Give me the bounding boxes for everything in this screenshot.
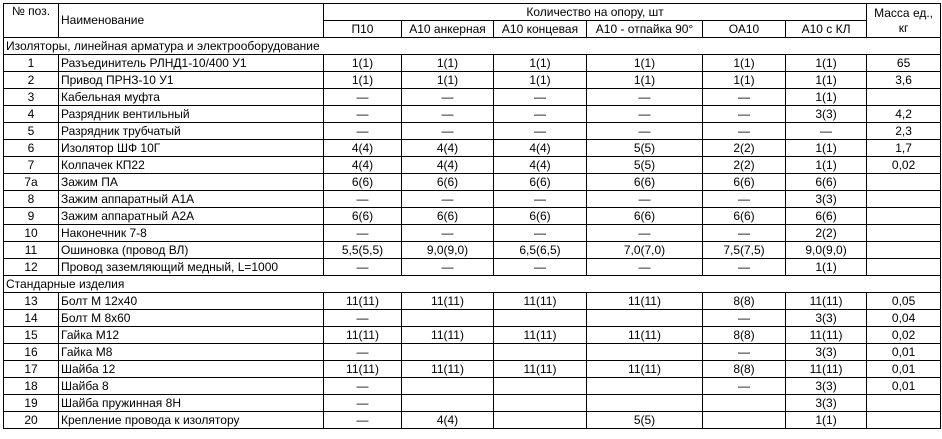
cell-qty: — bbox=[402, 259, 494, 276]
cell-qty: 5,5(5,5) bbox=[324, 242, 402, 259]
cell-name: Ошиновка (провод ВЛ) bbox=[59, 242, 324, 259]
table-row bbox=[4, 157, 941, 174]
cell-qty: 11(11) bbox=[494, 361, 587, 378]
table-row bbox=[4, 89, 941, 106]
cell-qty: 6(6) bbox=[402, 174, 494, 191]
cell-qty: 6(6) bbox=[324, 174, 402, 191]
section-row bbox=[4, 38, 941, 55]
cell-pos: 18 bbox=[4, 378, 59, 395]
header-col-a10-end: А10 концевая bbox=[494, 21, 587, 38]
cell-qty: 4(4) bbox=[402, 140, 494, 157]
table-body bbox=[4, 38, 941, 429]
cell-qty: 11(11) bbox=[324, 293, 402, 310]
cell-mass bbox=[867, 412, 941, 429]
cell-qty: 1(1) bbox=[703, 55, 786, 72]
table-row bbox=[4, 225, 941, 242]
cell-mass: 0,01 bbox=[867, 361, 941, 378]
cell-qty: — bbox=[494, 106, 587, 123]
cell-mass bbox=[867, 395, 941, 412]
cell-qty: 4(4) bbox=[402, 157, 494, 174]
cell-name: Зажим ПА bbox=[59, 174, 324, 191]
cell-qty: 4(4) bbox=[402, 412, 494, 429]
table-row bbox=[4, 174, 941, 191]
section-row bbox=[4, 276, 941, 293]
cell-pos: 1 bbox=[4, 55, 59, 72]
cell-qty: — bbox=[324, 123, 402, 140]
cell-qty: 6(6) bbox=[703, 174, 786, 191]
cell-qty: — bbox=[587, 106, 703, 123]
cell-qty: — bbox=[324, 412, 402, 429]
table-row bbox=[4, 310, 941, 327]
cell-pos: 15 bbox=[4, 327, 59, 344]
cell-qty bbox=[494, 344, 587, 361]
cell-qty: 6(6) bbox=[494, 174, 587, 191]
table-row bbox=[4, 140, 941, 157]
cell-qty: 3(3) bbox=[786, 395, 867, 412]
cell-qty: 11(11) bbox=[587, 327, 703, 344]
cell-qty bbox=[402, 344, 494, 361]
table-row bbox=[4, 208, 941, 225]
header-col-oa10: ОА10 bbox=[703, 21, 786, 38]
cell-qty: — bbox=[494, 259, 587, 276]
cell-qty: 8(8) bbox=[703, 327, 786, 344]
cell-qty bbox=[703, 395, 786, 412]
cell-qty: 11(11) bbox=[587, 293, 703, 310]
section-title: Стандарные изделия bbox=[4, 276, 941, 293]
cell-qty bbox=[494, 378, 587, 395]
cell-qty: 1(1) bbox=[786, 412, 867, 429]
cell-qty: — bbox=[703, 344, 786, 361]
cell-qty: 3(3) bbox=[786, 191, 867, 208]
cell-qty: 11(11) bbox=[587, 361, 703, 378]
cell-qty: 1(1) bbox=[324, 72, 402, 89]
cell-qty: 1(1) bbox=[786, 55, 867, 72]
header-mass bbox=[867, 4, 941, 38]
header-col-p10: П10 bbox=[324, 21, 402, 38]
cell-mass: 0,02 bbox=[867, 327, 941, 344]
cell-qty: 11(11) bbox=[786, 361, 867, 378]
cell-qty: — bbox=[402, 225, 494, 242]
cell-name: Шайба пружинная 8Н bbox=[59, 395, 324, 412]
cell-name: Разъединитель РЛНД1-10/400 У1 bbox=[59, 55, 324, 72]
cell-qty bbox=[703, 412, 786, 429]
cell-qty: 6(6) bbox=[786, 208, 867, 225]
cell-qty: — bbox=[703, 259, 786, 276]
table-row bbox=[4, 344, 941, 361]
cell-pos: 13 bbox=[4, 293, 59, 310]
cell-pos: 7 bbox=[4, 157, 59, 174]
cell-name: Зажим аппаратный А2А bbox=[59, 208, 324, 225]
cell-name: Разрядник трубчатый bbox=[59, 123, 324, 140]
cell-qty: 4(4) bbox=[494, 140, 587, 157]
cell-name: Гайка М12 bbox=[59, 327, 324, 344]
header-mass-line1: Масса ед., bbox=[874, 5, 934, 20]
table-row bbox=[4, 242, 941, 259]
cell-qty: 1(1) bbox=[786, 72, 867, 89]
table-row bbox=[4, 191, 941, 208]
cell-mass bbox=[867, 259, 941, 276]
cell-qty: 5(5) bbox=[587, 412, 703, 429]
cell-qty: 4(4) bbox=[324, 140, 402, 157]
cell-qty bbox=[587, 378, 703, 395]
cell-qty: — bbox=[402, 89, 494, 106]
cell-qty: 6(6) bbox=[703, 208, 786, 225]
cell-name: Разрядник вентильный bbox=[59, 106, 324, 123]
cell-qty: — bbox=[402, 123, 494, 140]
cell-qty: 8(8) bbox=[703, 293, 786, 310]
cell-mass: 65 bbox=[867, 55, 941, 72]
cell-qty: 11(11) bbox=[494, 293, 587, 310]
cell-mass: 1,7 bbox=[867, 140, 941, 157]
cell-qty: 1(1) bbox=[402, 72, 494, 89]
cell-qty: 11(11) bbox=[402, 293, 494, 310]
cell-mass: 4,2 bbox=[867, 106, 941, 123]
cell-qty: 4(4) bbox=[494, 157, 587, 174]
cell-mass bbox=[867, 242, 941, 259]
cell-mass bbox=[867, 89, 941, 106]
cell-qty: 1(1) bbox=[587, 72, 703, 89]
cell-qty: 2(2) bbox=[703, 140, 786, 157]
cell-qty: — bbox=[587, 89, 703, 106]
cell-qty: — bbox=[324, 191, 402, 208]
cell-name: Провод заземляющий медный, L=1000 bbox=[59, 259, 324, 276]
cell-qty: 9,0(9,0) bbox=[786, 242, 867, 259]
cell-mass: 3,6 bbox=[867, 72, 941, 89]
cell-mass bbox=[867, 208, 941, 225]
cell-qty: 11(11) bbox=[402, 361, 494, 378]
cell-qty bbox=[587, 344, 703, 361]
cell-qty: 1(1) bbox=[494, 55, 587, 72]
cell-name: Кабельная муфта bbox=[59, 89, 324, 106]
cell-qty: 1(1) bbox=[587, 55, 703, 72]
cell-mass: 0,01 bbox=[867, 378, 941, 395]
cell-qty: 8(8) bbox=[703, 361, 786, 378]
cell-qty: 6(6) bbox=[494, 208, 587, 225]
cell-qty: 3(3) bbox=[786, 378, 867, 395]
cell-pos: 8 bbox=[4, 191, 59, 208]
cell-name: Болт М 8х60 bbox=[59, 310, 324, 327]
cell-qty: 1(1) bbox=[703, 72, 786, 89]
cell-qty: — bbox=[703, 225, 786, 242]
table-row bbox=[4, 327, 941, 344]
cell-qty: 3(3) bbox=[786, 344, 867, 361]
cell-mass bbox=[867, 225, 941, 242]
table-row bbox=[4, 259, 941, 276]
cell-pos: 9 bbox=[4, 208, 59, 225]
cell-qty bbox=[587, 395, 703, 412]
cell-qty: — bbox=[324, 106, 402, 123]
cell-mass: 0,02 bbox=[867, 157, 941, 174]
cell-name: Шайба 12 bbox=[59, 361, 324, 378]
cell-pos: 2 bbox=[4, 72, 59, 89]
header-name: Наименование bbox=[59, 4, 324, 38]
cell-pos: 4 bbox=[4, 106, 59, 123]
cell-pos: 16 bbox=[4, 344, 59, 361]
cell-name: Изолятор ШФ 10Г bbox=[59, 140, 324, 157]
cell-qty: 6(6) bbox=[324, 208, 402, 225]
cell-qty: 6(6) bbox=[402, 208, 494, 225]
header-pos: № поз. bbox=[4, 4, 59, 38]
table-row bbox=[4, 395, 941, 412]
cell-qty: — bbox=[402, 106, 494, 123]
cell-name: Болт М 12х40 bbox=[59, 293, 324, 310]
cell-qty: 11(11) bbox=[324, 327, 402, 344]
cell-qty: 11(11) bbox=[402, 327, 494, 344]
cell-qty bbox=[402, 310, 494, 327]
table-row bbox=[4, 55, 941, 72]
cell-mass bbox=[867, 191, 941, 208]
cell-qty: 6(6) bbox=[587, 208, 703, 225]
cell-qty: — bbox=[494, 225, 587, 242]
cell-qty: — bbox=[494, 191, 587, 208]
header-col-a10-anchor: А10 анкерная bbox=[402, 21, 494, 38]
cell-qty: — bbox=[324, 310, 402, 327]
cell-pos: 11 bbox=[4, 242, 59, 259]
specification-table bbox=[3, 3, 941, 429]
header-col-a10-branch: А10 - отпайка 90° bbox=[587, 21, 703, 38]
table-row bbox=[4, 123, 941, 140]
header-qty-group: Количество на опору, шт bbox=[324, 4, 867, 21]
table-row bbox=[4, 378, 941, 395]
cell-qty: — bbox=[703, 310, 786, 327]
cell-mass: 0,05 bbox=[867, 293, 941, 310]
cell-qty: — bbox=[587, 259, 703, 276]
cell-mass bbox=[867, 174, 941, 191]
cell-qty: — bbox=[703, 378, 786, 395]
cell-qty: 11(11) bbox=[786, 327, 867, 344]
cell-pos: 7а bbox=[4, 174, 59, 191]
header-col-a10-kl: А10 с КЛ bbox=[786, 21, 867, 38]
table-row bbox=[4, 106, 941, 123]
cell-qty: 11(11) bbox=[786, 293, 867, 310]
cell-mass: 0,01 bbox=[867, 344, 941, 361]
cell-qty bbox=[494, 310, 587, 327]
section-title: Изоляторы, линейная арматура и электрооборудование bbox=[4, 38, 941, 55]
cell-qty: 1(1) bbox=[786, 140, 867, 157]
cell-qty: 7,0(7,0) bbox=[587, 242, 703, 259]
cell-pos: 3 bbox=[4, 89, 59, 106]
cell-qty: 9,0(9,0) bbox=[402, 242, 494, 259]
table-row bbox=[4, 361, 941, 378]
cell-name: Гайка М8 bbox=[59, 344, 324, 361]
cell-qty bbox=[494, 395, 587, 412]
cell-qty: 11(11) bbox=[494, 327, 587, 344]
header-mass-line2: кг bbox=[898, 20, 909, 35]
cell-pos: 12 bbox=[4, 259, 59, 276]
cell-qty: 1(1) bbox=[402, 55, 494, 72]
cell-pos: 14 bbox=[4, 310, 59, 327]
cell-qty: — bbox=[703, 106, 786, 123]
cell-pos: 10 bbox=[4, 225, 59, 242]
cell-mass: 0,04 bbox=[867, 310, 941, 327]
cell-qty: 6(6) bbox=[786, 174, 867, 191]
cell-qty: — bbox=[324, 225, 402, 242]
cell-qty: 1(1) bbox=[786, 259, 867, 276]
cell-qty: — bbox=[786, 123, 867, 140]
cell-qty: — bbox=[324, 395, 402, 412]
cell-qty: — bbox=[324, 344, 402, 361]
cell-pos: 5 bbox=[4, 123, 59, 140]
cell-qty: 5(5) bbox=[587, 157, 703, 174]
cell-qty: — bbox=[494, 89, 587, 106]
cell-qty bbox=[494, 412, 587, 429]
cell-name: Наконечник 7-8 bbox=[59, 225, 324, 242]
cell-qty bbox=[402, 378, 494, 395]
cell-qty: — bbox=[587, 225, 703, 242]
table-row bbox=[4, 293, 941, 310]
cell-qty: — bbox=[494, 123, 587, 140]
cell-qty: — bbox=[703, 191, 786, 208]
cell-qty: — bbox=[324, 89, 402, 106]
cell-pos: 17 bbox=[4, 361, 59, 378]
cell-qty: — bbox=[703, 89, 786, 106]
cell-pos: 20 bbox=[4, 412, 59, 429]
table-row bbox=[4, 72, 941, 89]
cell-qty: 6,5(6,5) bbox=[494, 242, 587, 259]
cell-qty: — bbox=[324, 378, 402, 395]
cell-qty: 3(3) bbox=[786, 310, 867, 327]
cell-qty: 4(4) bbox=[324, 157, 402, 174]
cell-qty: 7,5(7,5) bbox=[703, 242, 786, 259]
cell-name: Колпачек КП22 bbox=[59, 157, 324, 174]
cell-qty: — bbox=[587, 123, 703, 140]
cell-qty bbox=[587, 310, 703, 327]
cell-qty: 1(1) bbox=[786, 157, 867, 174]
table-header bbox=[4, 4, 941, 38]
cell-qty: 5(5) bbox=[587, 140, 703, 157]
cell-mass: 2,3 bbox=[867, 123, 941, 140]
cell-qty: 6(6) bbox=[587, 174, 703, 191]
cell-qty: — bbox=[703, 123, 786, 140]
cell-name: Крепление провода к изолятору bbox=[59, 412, 324, 429]
cell-qty: — bbox=[402, 191, 494, 208]
cell-name: Зажим аппаратный А1А bbox=[59, 191, 324, 208]
cell-name: Привод ПРНЗ-10 У1 bbox=[59, 72, 324, 89]
cell-qty: 1(1) bbox=[494, 72, 587, 89]
cell-qty: 2(2) bbox=[703, 157, 786, 174]
cell-qty bbox=[402, 395, 494, 412]
cell-qty: 1(1) bbox=[324, 55, 402, 72]
cell-qty: 1(1) bbox=[786, 89, 867, 106]
cell-qty: 3(3) bbox=[786, 106, 867, 123]
cell-qty: — bbox=[587, 191, 703, 208]
cell-pos: 6 bbox=[4, 140, 59, 157]
cell-name: Шайба 8 bbox=[59, 378, 324, 395]
cell-qty: 11(11) bbox=[324, 361, 402, 378]
table-row bbox=[4, 412, 941, 429]
cell-qty: — bbox=[324, 259, 402, 276]
cell-qty: 2(2) bbox=[786, 225, 867, 242]
cell-pos: 19 bbox=[4, 395, 59, 412]
